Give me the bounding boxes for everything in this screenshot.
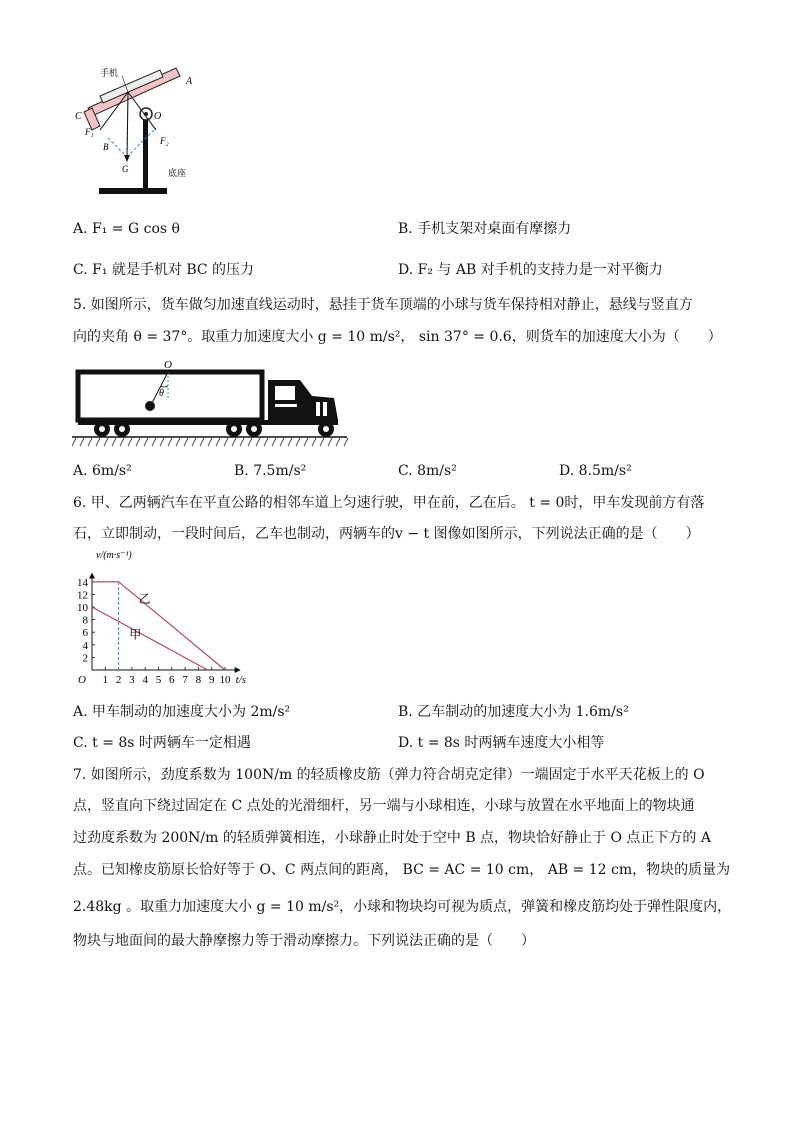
y-tick-label: 8	[82, 614, 88, 627]
q5-option-b: B. 7.5m/s²	[234, 463, 307, 479]
series-line-yi	[92, 582, 225, 670]
label-c: C	[75, 111, 82, 122]
q6-stem-line-1: 6. 甲、乙两辆汽车在平直公路的相邻车道上匀速行驶，甲在前，乙在后。 t = 0时，甲车发现前方有落	[73, 495, 705, 511]
q6-option-c: C. t = 8s 时两辆车一定相遇	[73, 735, 251, 751]
q4-option-a: A. F₁ = G cos θ	[73, 221, 180, 237]
q7-stem-line-3: 过劲度系数为 200N/m 的轻质弹簧相连，小球静止时处于空中 B 点，物块恰好静止于 O 点正下方的 A	[73, 830, 711, 846]
q4-option-b: B. 手机支架对桌面有摩擦力	[398, 221, 572, 237]
label-b: B	[103, 142, 109, 152]
y-tick-label: 14	[77, 576, 88, 589]
x-tick-label: 8	[195, 674, 202, 686]
origin-label: O	[78, 674, 86, 686]
label-a: A	[186, 76, 193, 87]
series-label-jia: 甲	[129, 627, 142, 642]
series-label-yi: 乙	[138, 592, 151, 607]
y-axis-label: v/(m·s⁻¹)	[96, 550, 132, 561]
x-tick-label: 10	[219, 674, 231, 686]
y-tick-label: 6	[82, 627, 88, 640]
y-tick-label: 2	[82, 652, 88, 665]
series-line-jia	[92, 607, 208, 670]
q5-option-d: D. 8.5m/s²	[559, 463, 632, 479]
label-base: 底座	[168, 168, 187, 178]
vt-chart	[70, 548, 280, 690]
truck-label-theta: θ	[159, 388, 164, 399]
x-tick-label: 7	[182, 674, 188, 686]
phone-holder-figure	[70, 62, 220, 202]
q7-stem-line-4: 点。已知橡皮筋原长恰好等于 O、C 两点间的距离， BC = AC = 10 cm， AB = 12 cm，物块的质量为	[73, 862, 731, 878]
q5-option-a: A. 6m/s²	[73, 463, 132, 479]
x-tick-label: 6	[169, 674, 175, 686]
q4-option-d: D. F₂ 与 AB 对手机的支持力是一对平衡力	[398, 262, 663, 278]
x-axis-label: t/s	[235, 674, 247, 686]
q7-stem-line-5: 2.48kg 。取重力加速度大小 g = 10 m/s²，小球和物块均可视为质点，弹簧和橡皮筋均处于弹性限度内，	[73, 899, 732, 915]
label-o: O	[154, 111, 162, 122]
truck-figure	[72, 358, 350, 450]
x-tick-label: 4	[142, 674, 148, 686]
y-tick-label: 10	[77, 602, 88, 614]
q7-stem-line-6: 物块与地面间的最大静摩擦力等于滑动摩擦力。下列说法正确的是（ ）	[73, 933, 535, 949]
x-tick-label: 5	[155, 674, 162, 686]
y-tick-label: 4	[82, 639, 88, 652]
x-tick-label: 1	[102, 674, 109, 686]
label-phone: 手机	[100, 68, 119, 78]
q6-stem-line-2: 石，立即制动，一段时间后，乙车也制动，两辆车的v − t 图像如图所示，下列说法正确的是（ ）	[73, 526, 700, 542]
label-g: G	[122, 164, 129, 174]
q4-option-c: C. F₁ 就是手机对 BC 的压力	[73, 262, 255, 278]
truck-label-o: O	[164, 359, 172, 371]
q5-stem-line-2: 向的夹角 θ = 37°。取重力加速度大小 g = 10 m/s²， sin 37° = 0.6，则货车的加速度大小为（ ）	[73, 329, 722, 345]
label-f2: F₂	[160, 136, 169, 146]
q5-option-c: C. 8m/s²	[398, 463, 457, 479]
label-f1: F₁	[85, 127, 94, 137]
q6-option-d: D. t = 8s 时两辆车速度大小相等	[398, 735, 605, 751]
y-tick-label: 12	[77, 589, 88, 602]
x-tick-label: 2	[115, 674, 122, 686]
x-tick-label: 3	[129, 674, 135, 686]
q7-stem-line-1: 7. 如图所示，劲度系数为 100N/m 的轻质橡皮筋（弹力符合胡克定律）一端固定于水平天花板上的 O	[73, 767, 705, 783]
chart-series	[92, 582, 225, 670]
x-tick-label: 9	[208, 674, 215, 686]
chart-axes	[92, 574, 240, 671]
q5-stem-line-1: 5. 如图所示，货车做匀加速直线运动时，悬挂于货车顶端的小球与货车保持相对静止，悬线与竖直方	[73, 297, 693, 313]
q6-option-b: B. 乙车制动的加速度大小为 1.6m/s²	[398, 704, 629, 720]
q7-stem-line-2: 点，竖直向下绕过固定在 C 点处的光滑细杆，另一端与小球相连，小球与放置在水平地面上的物块通	[73, 798, 695, 814]
q6-option-a: A. 甲车制动的加速度大小为 2m/s²	[73, 704, 291, 720]
